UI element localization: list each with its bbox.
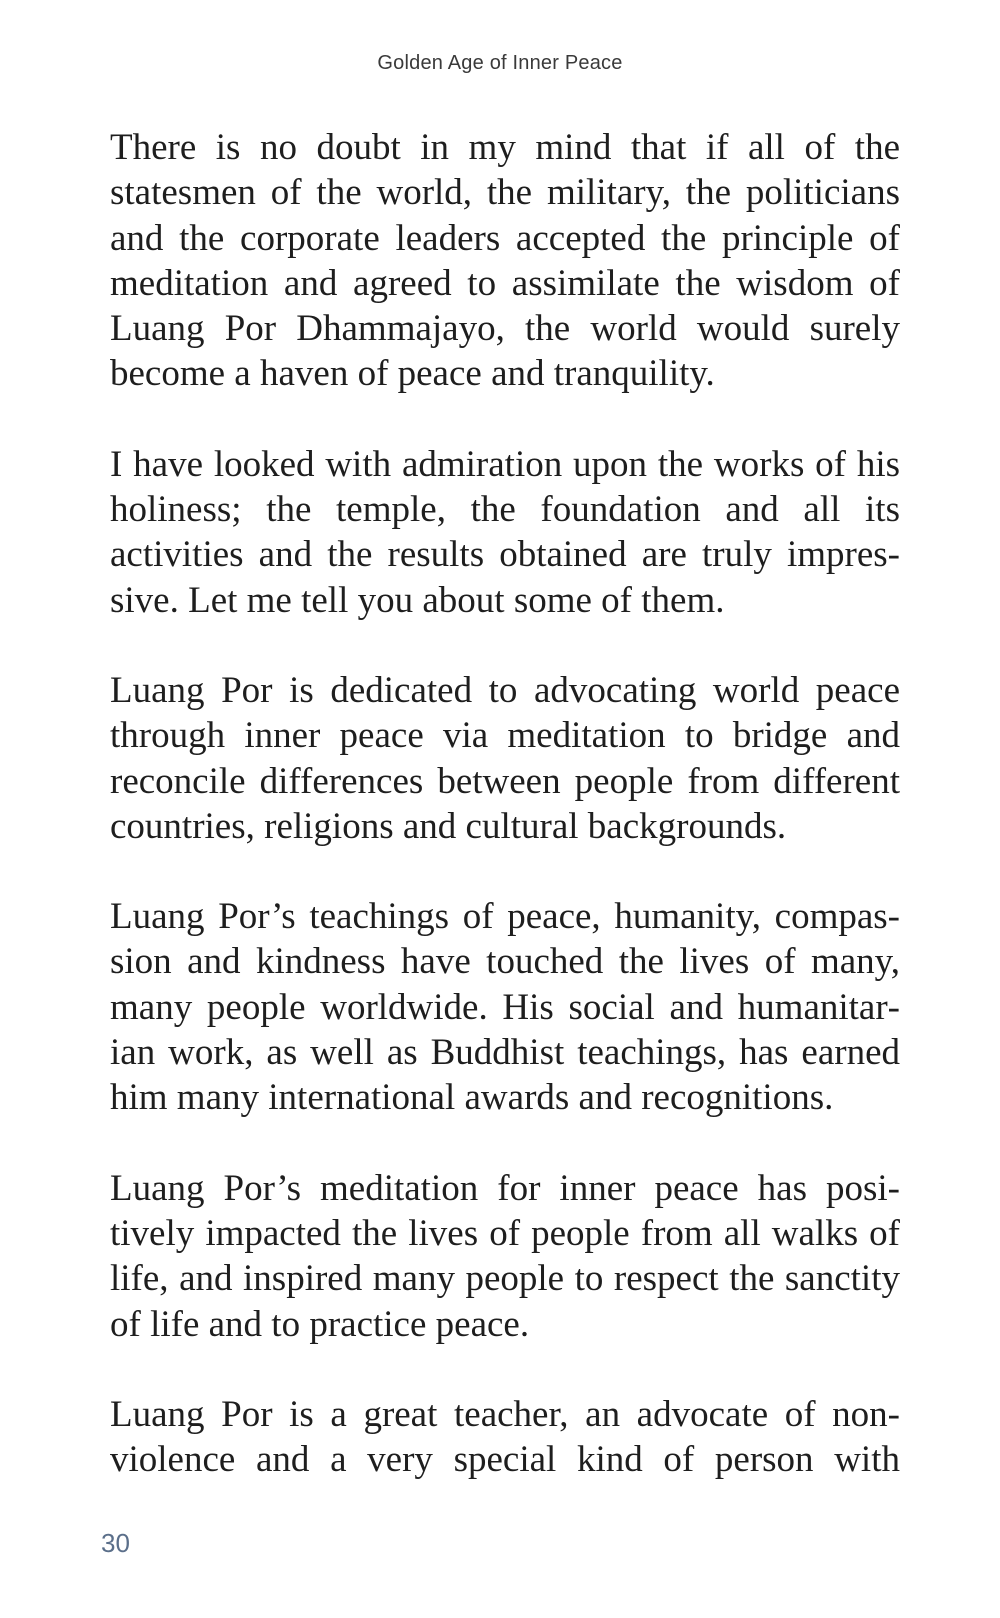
paragraph: I have looked with admiration upon the works of his holiness; the temple, the foundation and all its activities and the results obtained are truly impressive. Let me tell you about some of them. [110,443,900,621]
paragraph: There is no doubt in my mind that if all of the statesmen of the world, the military, the politicians and the corporate leaders accepted the principle of meditation and agreed to assimilate the wisdom of Luang Por Dhammajayo, the world would surely become a haven of peace and tranquility. [110,127,900,395]
running-header: Golden Age of Inner Peace [377,52,623,74]
paragraph: Luang Por is a great teacher, an advocate of non-violence and a very special kind of person with [110,1393,900,1481]
paragraph: Luang Por’s meditation for inner peace has positively impacted the lives of people from all walks of life, and inspired many people to respect the sanctity of life and to practice peace. [110,1167,900,1345]
body-text [110,125,900,1527]
paragraph: Luang Por is dedicated to advocating world peace through inner peace via meditation to bridge and reconcile differences between people from different countries, religions and cultural backgrounds. [110,669,900,847]
page-number: 30 [101,1528,130,1558]
paragraph: Luang Por’s teachings of peace, humanity, compassion and kindness have touched the lives of many, many people worldwide. His social and humanitarian work, as well as Buddhist teachings, has earned him many international awards and recognitions. [110,896,900,1119]
